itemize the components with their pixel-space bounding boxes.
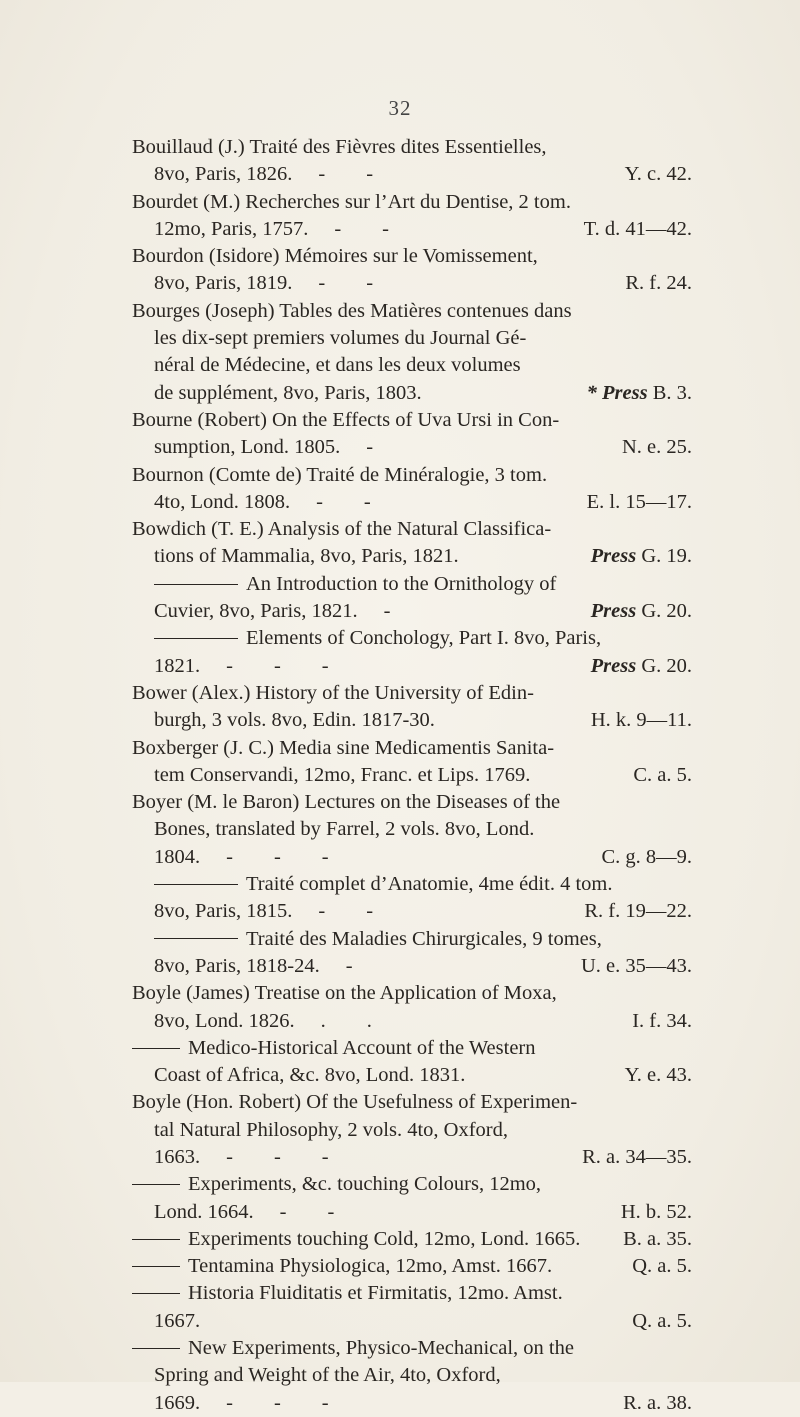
entry-title: Experiments, &c. touching Colours, 12mo, [188, 1173, 542, 1196]
entry-title: 1669. [154, 1391, 201, 1414]
shelf-reference [633, 762, 692, 789]
entry-text [132, 1119, 508, 1141]
entry-text [132, 464, 547, 486]
shelf-reference [584, 898, 692, 925]
catalogue-line [132, 1144, 692, 1171]
shelf-reference [591, 653, 692, 680]
entry-text [132, 1392, 329, 1414]
shelf-mark: U. e. 35—43. [580, 954, 692, 977]
shelf-mark: B. 3. [652, 381, 692, 404]
shelf-mark: C. g. 8—9. [601, 845, 692, 868]
entry-title: 1667. [154, 1309, 201, 1332]
entry-text [132, 1201, 334, 1223]
entry-title: Traité des Maladies Chirurgicales, 9 tomes, [246, 927, 602, 950]
entry-text [132, 1146, 329, 1168]
entry-title: de supplément, 8vo, Paris, 1803. [154, 381, 422, 404]
shelf-reference [591, 543, 692, 570]
catalogue-line [132, 816, 692, 843]
entry-text [132, 900, 373, 922]
entry-text [132, 272, 373, 294]
entry-text [132, 245, 538, 267]
entry-title: tal Natural Philosophy, 2 vols. 4to, Oxford, [154, 1118, 508, 1141]
catalogue-line [132, 325, 692, 352]
catalogue-line [132, 1199, 692, 1226]
shelf-mark: T. d. 41—42. [583, 217, 692, 240]
leader-dashes: - - [279, 1200, 335, 1223]
shelf-mark: I. f. 34. [632, 1009, 692, 1032]
entry-text [132, 682, 534, 704]
catalogue-line [132, 161, 692, 188]
ditto-dash [154, 638, 238, 639]
press-label: Press [590, 545, 637, 568]
entry-text [132, 1255, 552, 1277]
entry-text [132, 982, 557, 1004]
entry-text [132, 218, 389, 240]
catalogue-line [132, 1280, 692, 1307]
entry-text [132, 818, 534, 840]
entry-title: 8vo, Paris, 1815. [154, 900, 293, 923]
catalogue-line [132, 1035, 692, 1062]
entry-text [132, 409, 559, 431]
shelf-reference [587, 489, 692, 516]
entry-text [132, 928, 602, 950]
shelf-reference [584, 216, 692, 243]
catalogue-line [132, 243, 692, 270]
shelf-reference [625, 1062, 692, 1089]
entry-title: 8vo, Lond. 1826. [154, 1009, 295, 1032]
catalogue-line [132, 1253, 692, 1280]
catalogue-line [132, 707, 692, 734]
shelf-mark: H. b. 52. [620, 1200, 692, 1223]
entry-title: les dix-sept premiers volumes du Journal Gé- [154, 327, 527, 350]
catalogue-line [132, 735, 692, 762]
entry-text [132, 764, 530, 786]
shelf-reference [623, 1390, 692, 1417]
shelf-mark: Q. a. 5. [632, 1309, 692, 1332]
entry-title: Bourne (Robert) On the Effects of Uva Ursi in Con- [132, 408, 560, 431]
entry-title: Lond. 1664. [154, 1200, 254, 1223]
entry-text [132, 491, 371, 513]
catalogue-line [132, 489, 692, 516]
shelf-mark: G. 20. [641, 600, 692, 623]
entry-text [132, 163, 373, 185]
catalogue-line [132, 1117, 692, 1144]
entry-text [132, 1010, 372, 1032]
shelf-reference [625, 270, 692, 297]
leader-dashes: - - - [226, 1391, 329, 1414]
leader-dashes: . . [320, 1009, 372, 1032]
leader-dashes: - - [318, 163, 374, 186]
entry-text [132, 791, 560, 813]
shelf-mark: G. 20. [641, 654, 692, 677]
entry-title: Traité complet d’Anatomie, 4me édit. 4 tom. [246, 873, 613, 896]
press-label: Press [590, 600, 637, 623]
entry-title: 8vo, Paris, 1818-24. [154, 954, 320, 977]
ditto-dash [154, 584, 238, 585]
entry-text [132, 846, 329, 868]
entry-text [132, 573, 556, 595]
entry-text [132, 655, 329, 677]
ditto-dash [132, 1239, 180, 1240]
entry-text [132, 191, 571, 213]
catalogue-line [132, 926, 692, 953]
entry-title: Boyer (M. le Baron) Lectures on the Diseases of the [132, 791, 561, 814]
entry-title: 8vo, Paris, 1819. [154, 272, 293, 295]
catalogue-line [132, 844, 692, 871]
catalogue-line [132, 462, 692, 489]
catalogue-line [132, 189, 692, 216]
entry-text [132, 1337, 574, 1359]
shelf-mark: N. e. 25. [621, 436, 692, 459]
shelf-mark: R. a. 38. [623, 1391, 692, 1414]
leader-dashes: - - - [226, 654, 329, 677]
entry-title: Historia Fluiditatis et Firmitatis, 12mo. Amst. [188, 1282, 563, 1305]
leader-dashes: - [345, 954, 353, 977]
press-label: * Press [586, 381, 648, 404]
entry-title: tem Conservandi, 12mo, Franc. et Lips. 1769. [154, 763, 531, 786]
shelf-reference [622, 434, 692, 461]
catalogue-line [132, 434, 692, 461]
shelf-mark: B. a. 35. [623, 1227, 692, 1250]
page-number: 32 [388, 96, 412, 120]
entry-title: Cuvier, 8vo, Paris, 1821. [154, 600, 358, 623]
catalogue-line [132, 1008, 692, 1035]
catalogue-line [132, 380, 692, 407]
ditto-dash [132, 1184, 180, 1185]
catalogue-line [132, 871, 692, 898]
entry-title: Boxberger (J. C.) Media sine Medicamentis Sanita- [132, 736, 555, 759]
entry-title: Bones, translated by Farrel, 2 vols. 8vo, Lond. [154, 818, 535, 841]
entry-text [132, 627, 601, 649]
entry-text [132, 1310, 200, 1332]
catalogue-line [132, 653, 692, 680]
catalogue-line [132, 216, 692, 243]
shelf-mark: Q. a. 5. [632, 1255, 692, 1278]
shelf-mark: R. f. 24. [625, 272, 692, 295]
entry-title: Experiments touching Cold, 12mo, Lond. 1665. [188, 1227, 581, 1250]
shelf-reference [621, 1199, 692, 1226]
catalogue-line [132, 980, 692, 1007]
entry-text [132, 545, 459, 567]
entry-title: Boyle (Hon. Robert) Of the Usefulness of Experimen- [132, 1091, 578, 1114]
entry-text [132, 354, 521, 376]
shelf-reference [632, 1308, 692, 1335]
entry-title: Spring and Weight of the Air, 4to, Oxford, [154, 1364, 501, 1387]
shelf-reference [591, 707, 692, 734]
catalogue-line [132, 1362, 692, 1389]
catalogue-line [132, 1308, 692, 1335]
entry-text [132, 1064, 465, 1086]
leader-dashes: - - - [226, 845, 329, 868]
catalogue-line [132, 1062, 692, 1089]
catalogue-entries [132, 134, 692, 1417]
entry-title: Medico-Historical Account of the Western [188, 1036, 536, 1059]
leader-dashes: - - [318, 272, 374, 295]
catalogue-line [132, 571, 692, 598]
shelf-mark: R. f. 19—22. [584, 900, 692, 923]
entry-text [132, 136, 547, 158]
entry-title: Bouillaud (J.) Traité des Fièvres dites Essentielles, [132, 136, 547, 158]
entry-text [132, 300, 572, 322]
catalogue-line [132, 407, 692, 434]
catalogue-line [132, 516, 692, 543]
ditto-dash [132, 1048, 180, 1049]
entry-text [132, 709, 435, 731]
leader-dashes: - [383, 600, 391, 623]
catalogue-line [132, 953, 692, 980]
entry-title: néral de Médecine, et dans les deux volumes [154, 354, 521, 377]
entry-title: Tentamina Physiologica, 12mo, Amst. 1667. [188, 1255, 553, 1278]
catalogue-line [132, 762, 692, 789]
entry-text [132, 1037, 536, 1059]
entry-text [132, 1282, 563, 1304]
shelf-mark: E. l. 15—17. [586, 490, 692, 513]
entry-title: Bourges (Joseph) Tables des Matières contenues dans [132, 299, 572, 322]
entry-title: Bourdet (M.) Recherches sur l’Art du Dentise, 2 tom. [132, 190, 571, 213]
catalogue-line [132, 625, 692, 652]
shelf-reference [581, 953, 692, 980]
entry-title: 1663. [154, 1145, 201, 1168]
shelf-reference [587, 380, 692, 407]
entry-title: tions of Mammalia, 8vo, Paris, 1821. [154, 545, 459, 568]
ditto-dash [132, 1266, 180, 1267]
entry-text [132, 1091, 577, 1113]
entry-title: Boyle (James) Treatise on the Application of Moxa, [132, 982, 557, 1005]
catalogue-line [132, 1390, 692, 1417]
entry-title: Bower (Alex.) History of the University of Edin- [132, 681, 534, 704]
entry-title: 1804. [154, 845, 201, 868]
leader-dashes: - - [318, 900, 374, 923]
shelf-mark: H. k. 9—11. [590, 709, 692, 732]
catalogue-line [132, 1171, 692, 1198]
entry-title: sumption, Lond. 1805. [154, 436, 341, 459]
catalogue-line [132, 1226, 692, 1253]
leader-dashes: - - [316, 490, 371, 513]
leader-dashes: - - - [226, 1145, 329, 1168]
shelf-mark: G. 19. [641, 545, 692, 568]
entry-text [132, 436, 373, 458]
entry-title: 8vo, Paris, 1826. [154, 163, 293, 186]
entry-title: 1821. [154, 654, 201, 677]
entry-text [132, 737, 554, 759]
catalogue-line [132, 680, 692, 707]
entry-title: Bowdich (T. E.) Analysis of the Natural Classifica- [132, 518, 552, 541]
entry-title: 4to, Lond. 1808. [154, 490, 291, 513]
press-label: Press [590, 654, 637, 677]
entry-text [132, 1364, 501, 1386]
catalogue-line [132, 898, 692, 925]
catalogue-line [132, 598, 692, 625]
entry-text [132, 1228, 580, 1250]
shelf-reference [632, 1008, 692, 1035]
shelf-mark: Y. e. 43. [624, 1064, 692, 1087]
catalogue-line [132, 298, 692, 325]
shelf-reference [591, 598, 692, 625]
catalogue-line [132, 270, 692, 297]
catalogue-line [132, 134, 692, 161]
leader-dashes: - [366, 436, 374, 459]
entry-title: burgh, 3 vols. 8vo, Edin. 1817-30. [154, 709, 435, 732]
catalogue-line [132, 1089, 692, 1116]
catalogue-line [132, 789, 692, 816]
shelf-mark: Y. c. 42. [624, 163, 692, 186]
shelf-mark: C. a. 5. [633, 763, 692, 786]
shelf-reference [632, 1253, 692, 1280]
shelf-reference [625, 161, 692, 188]
catalogue-line [132, 352, 692, 379]
entry-title: An Introduction to the Ornithology of [246, 572, 557, 595]
catalogue-line [132, 1335, 692, 1362]
entry-title: 12mo, Paris, 1757. [154, 217, 309, 240]
entry-title: Bourdon (Isidore) Mémoires sur le Vomissement, [132, 245, 538, 268]
entry-title: Bournon (Comte de) Traité de Minéralogie, 3 tom. [132, 463, 548, 486]
catalogue-line [132, 543, 692, 570]
entry-title: Coast of Africa, &c. 8vo, Lond. 1831. [154, 1064, 466, 1087]
entry-text [132, 600, 390, 622]
entry-title: Elements of Conchology, Part I. 8vo, Paris, [246, 627, 602, 650]
ditto-dash [154, 884, 238, 885]
entry-text [132, 955, 353, 977]
ditto-dash [132, 1293, 180, 1294]
entry-text [132, 327, 526, 349]
entry-text [132, 518, 551, 540]
entry-title: New Experiments, Physico-Mechanical, on the [188, 1337, 574, 1360]
shelf-mark: R. a. 34—35. [582, 1145, 692, 1168]
ditto-dash [132, 1348, 180, 1349]
shelf-reference [601, 844, 692, 871]
entry-text [132, 1173, 541, 1195]
ditto-dash [154, 938, 238, 939]
leader-dashes: - - [334, 217, 389, 240]
entry-text [132, 382, 422, 404]
shelf-reference [623, 1226, 692, 1253]
entry-text [132, 873, 612, 895]
shelf-reference [582, 1144, 692, 1171]
